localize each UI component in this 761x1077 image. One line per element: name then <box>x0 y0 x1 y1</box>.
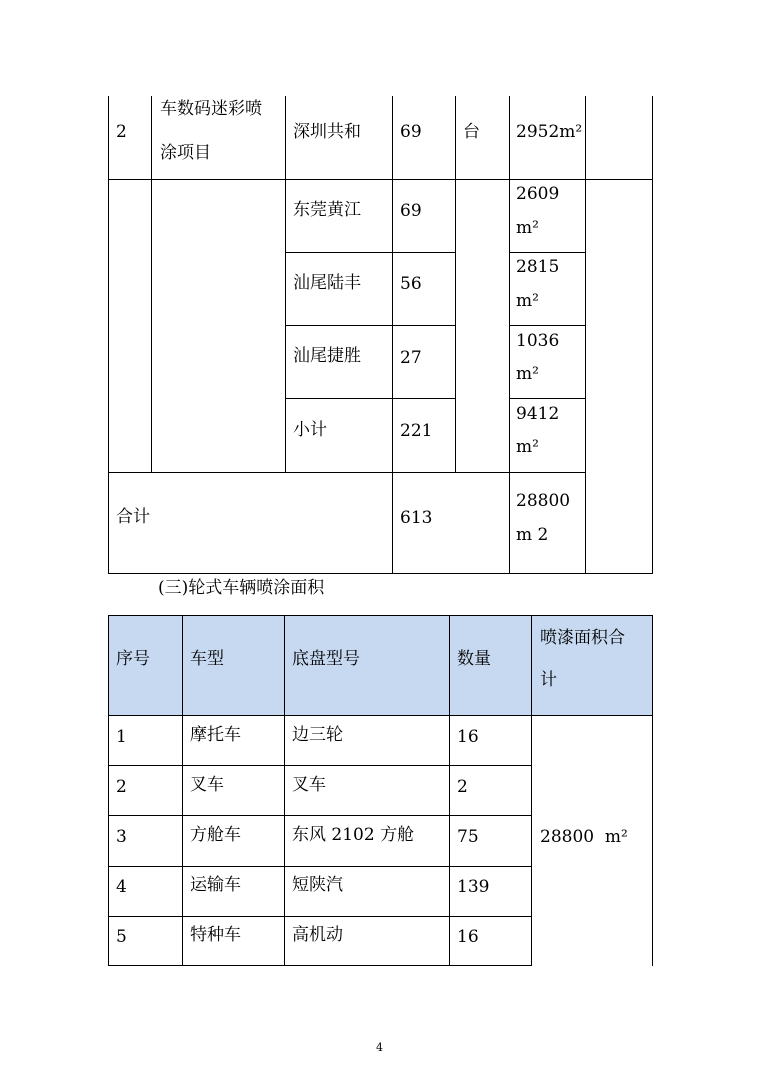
subrow-qty: 27 <box>400 348 422 368</box>
row-type: 方舱车 <box>190 825 241 845</box>
row-chassis: 边三轮 <box>292 725 343 745</box>
subrow-area-line1: 2609 <box>516 184 560 204</box>
subtotal-label: 小计 <box>293 420 327 440</box>
row-index: 4 <box>116 877 127 897</box>
total-qty: 613 <box>400 508 433 528</box>
row2-index: 2 <box>116 122 127 142</box>
total-area-line2: m 2 <box>516 525 549 545</box>
header-area-line2: 计 <box>540 670 557 690</box>
row-qty: 16 <box>457 927 479 947</box>
row-type: 叉车 <box>190 775 224 795</box>
header-qty: 数量 <box>457 649 491 669</box>
row-type: 摩托车 <box>190 725 241 745</box>
subrow-area-line1: 1036 <box>516 331 560 351</box>
row-type: 运输车 <box>190 875 241 895</box>
row-index: 2 <box>116 777 127 797</box>
row-qty: 139 <box>457 877 490 897</box>
row-chassis: 短陕汽 <box>292 875 343 895</box>
subrow-location: 汕尾陆丰 <box>293 273 361 293</box>
subrow-area-line2: m² <box>516 218 539 238</box>
subtotal-qty: 221 <box>400 421 433 441</box>
subrow-location: 汕尾捷胜 <box>293 346 361 366</box>
subrow-location: 东莞黄江 <box>293 200 361 220</box>
total-area-line1: 28800 <box>516 491 571 511</box>
subrow-area-line1: 2815 <box>516 257 560 277</box>
row2-project-line2: 涂项目 <box>160 143 211 163</box>
subrow-qty: 56 <box>400 274 422 294</box>
subrow-area-line2: m² <box>516 291 539 311</box>
row-chassis: 东风 2102 方舱 <box>292 825 415 845</box>
subrow-area-line2: m² <box>516 364 539 384</box>
subrow-qty: 69 <box>400 201 422 221</box>
page-number: 4 <box>376 1041 383 1054</box>
row-qty: 16 <box>457 727 479 747</box>
row-index: 5 <box>116 927 127 947</box>
subtotal-area-line2: m² <box>516 437 539 457</box>
row-chassis: 叉车 <box>292 775 326 795</box>
header-type: 车型 <box>190 649 224 669</box>
row2-qty: 69 <box>400 122 422 142</box>
row2-location: 深圳共和 <box>293 122 361 142</box>
row-type: 特种车 <box>190 925 241 945</box>
header-index: 序号 <box>116 649 150 669</box>
row-qty: 2 <box>457 777 468 797</box>
row2-project-line1: 车数码迷彩喷 <box>160 99 262 119</box>
row-index: 1 <box>116 727 127 747</box>
merged-area-total: 28800 m² <box>540 827 628 847</box>
section-heading: (三)轮式车辆喷涂面积 <box>158 578 325 598</box>
row-chassis: 高机动 <box>292 925 343 945</box>
subtotal-area-line1: 9412 <box>516 404 560 424</box>
total-label: 合计 <box>116 507 150 527</box>
row2-unit: 台 <box>463 122 480 142</box>
header-area-line1: 喷漆面积合 <box>540 628 625 648</box>
row-qty: 75 <box>457 827 479 847</box>
row-index: 3 <box>116 827 127 847</box>
row2-area: 2952m² <box>516 122 583 142</box>
header-chassis: 底盘型号 <box>292 649 360 669</box>
